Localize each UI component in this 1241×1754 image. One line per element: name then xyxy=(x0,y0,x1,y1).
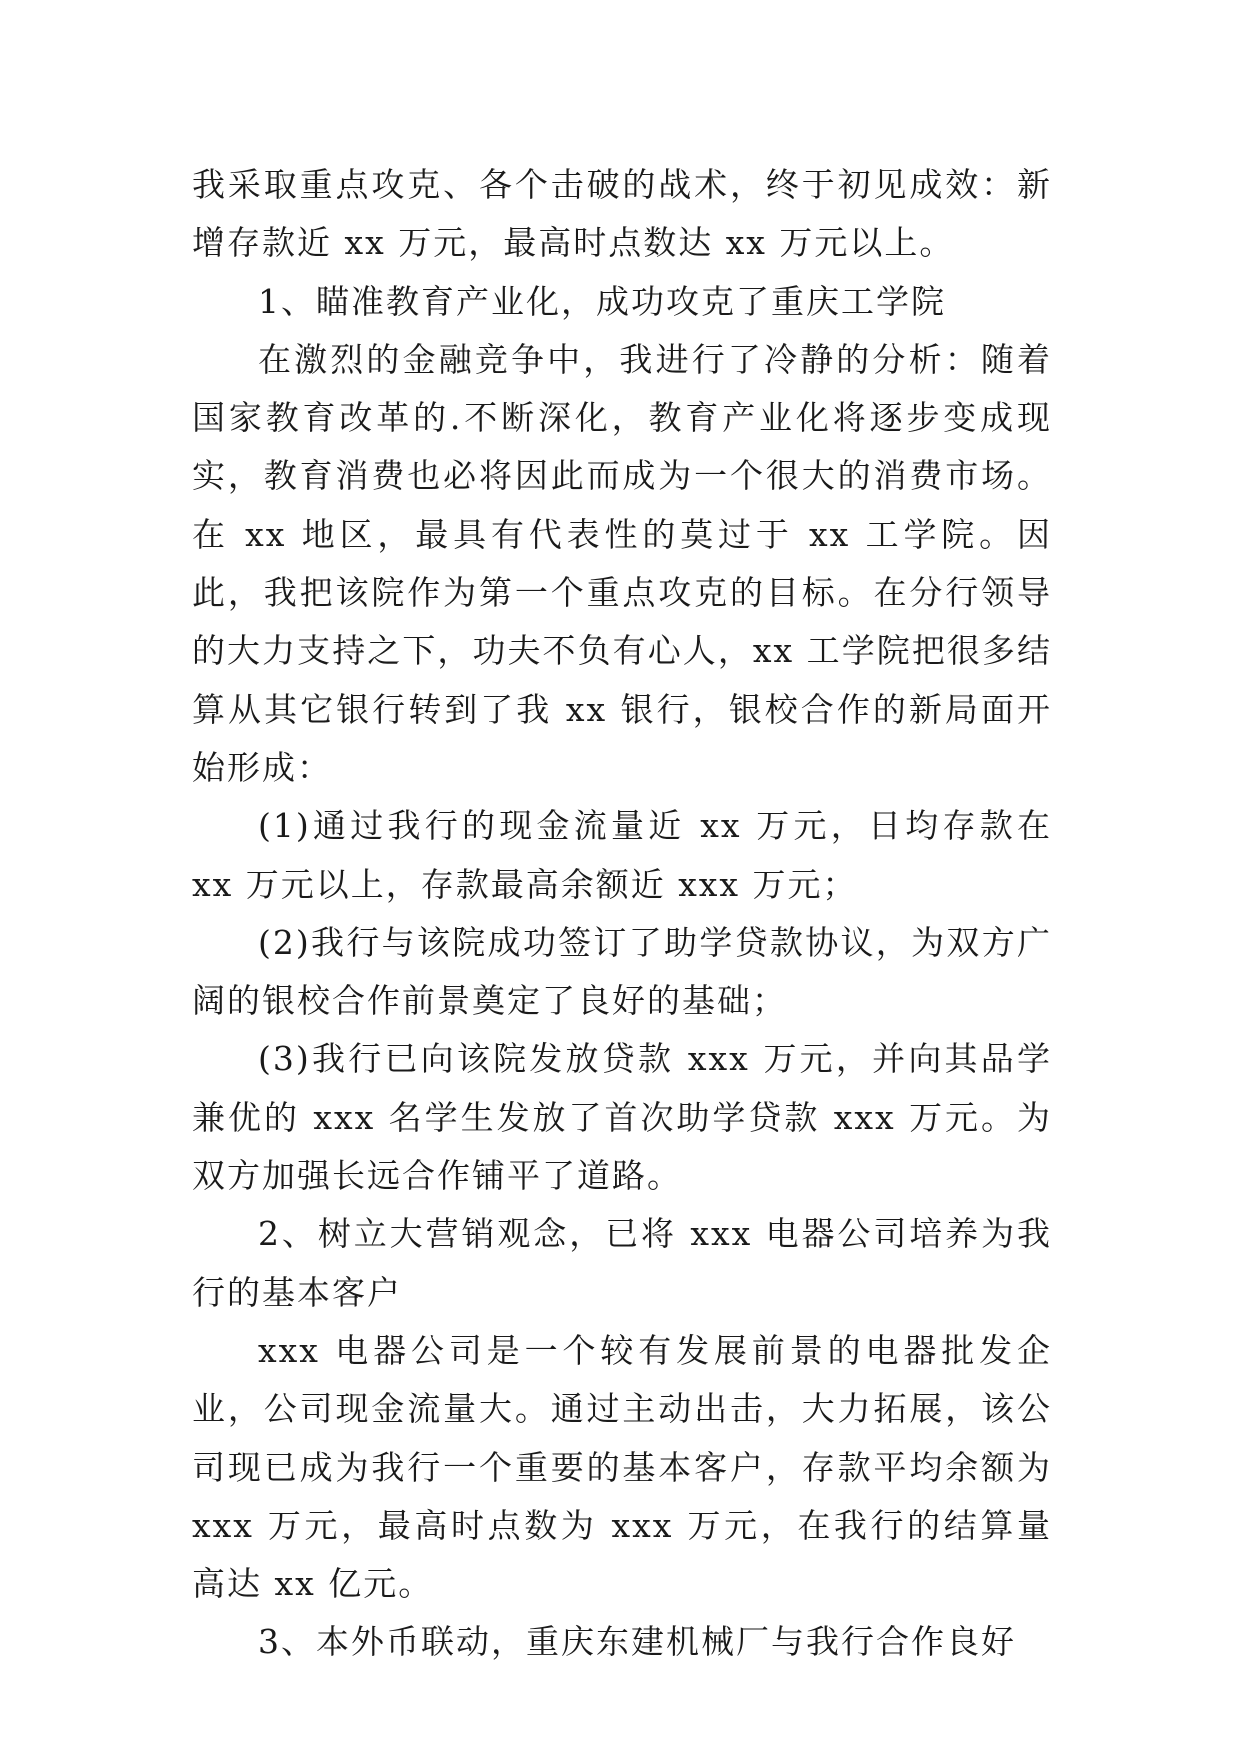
heading-2: 2、树立大营销观念，已将 xxx 电器公司培养为我行的基本客户 xyxy=(192,1214,1052,1312)
list-item-3: (3)我行已向该院发放贷款 xxx 万元，并向其品学兼优的 xxx 名学生发放了首次助学贷款 xxx 万元。为双方加强长远合作铺平了道路。 xyxy=(192,1039,1052,1196)
paragraph-3: xxx 电器公司是一个较有发展前景的电器批发企业，公司现金流量大。通过主动出击，大力拓展，该公司现已成为我行一个重要的基本客户，存款平均余额为 xxx 万元，最高时点数为 xxx 万元，在我行的结算量高达 xx 亿元。 xyxy=(192,1330,1052,1604)
list-item-1: (1)通过我行的现金流量近 xx 万元，日均存款在 xx 万元以上，存款最高余额近 xxx 万元； xyxy=(192,806,1052,904)
heading-3: 3、本外币联动，重庆东建机械厂与我行合作良好 xyxy=(258,1622,1016,1662)
paragraph-2: 在激烈的金融竞争中，我进行了冷静的分析：随着国家教育改革的.不断深化，教育产业化将逐步变成现实，教育消费也必将因此而成为一个很大的消费市场。在 xx 地区，最具有代表性的莫过于 xx 工学院。因此，我把该院作为第一个重点攻克的目标。在分行领导的大力支持之下，功夫不负有心人，xx 工学院把很多结算从其它银行转到了我 xx 银行，银校合作的新局面开始形成： xyxy=(192,339,1052,787)
list-item-2: (2)我行与该院成功签订了助学贷款协议，为双方广阔的银校合作前景奠定了良好的基础； xyxy=(192,922,1052,1021)
paragraph-1: 我采取重点攻克、各个击破的战术，终于初见成效：新增存款近 xx 万元，最高时点数达 xx 万元以上。 xyxy=(192,165,1052,263)
heading-1: 1、瞄准教育产业化，成功攻克了重庆工学院 xyxy=(258,281,946,321)
document-page xyxy=(192,156,1052,1672)
